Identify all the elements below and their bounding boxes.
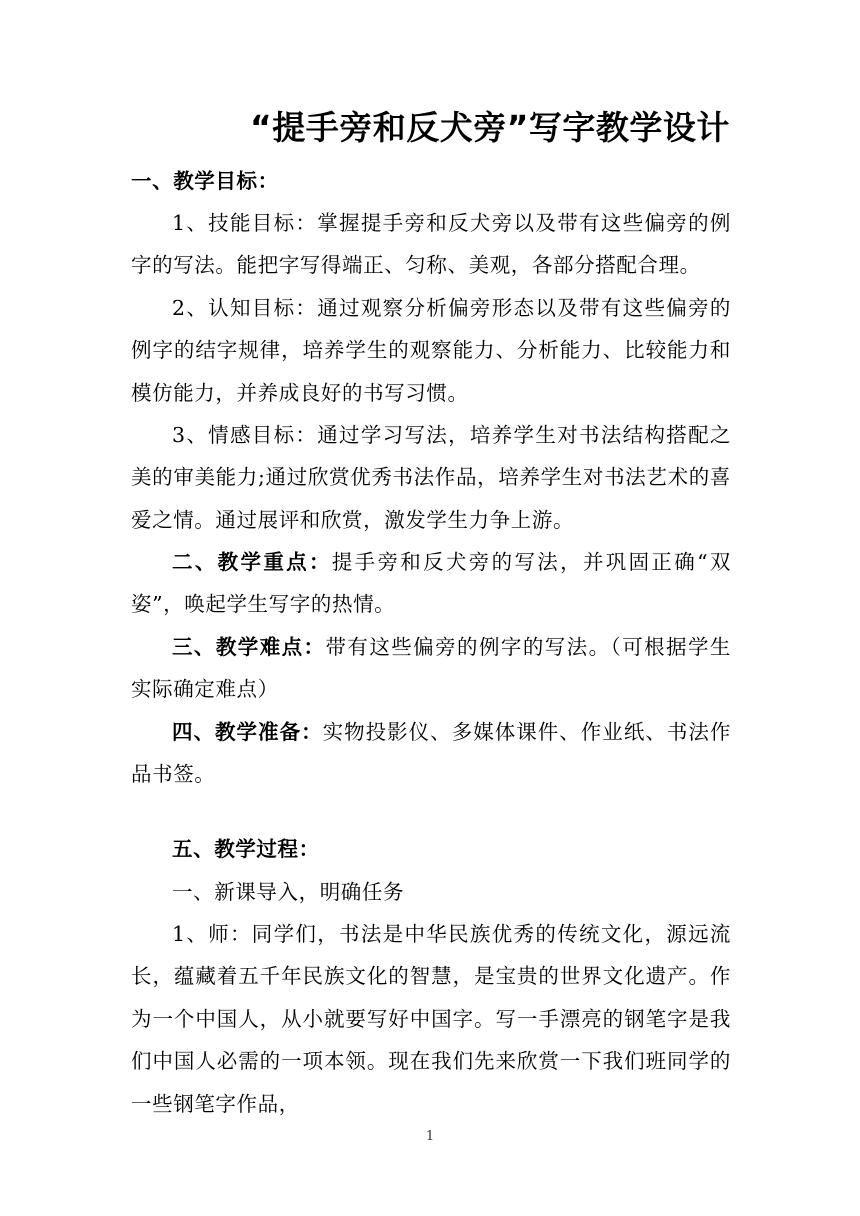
paragraph-process-step-1: 1、师：同学们，书法是中华民族优秀的传统文化，源远流长，蕴藏着五千年民族文化的智慧，是宝贵的世界文化遗产。作为一个中国人，从小就要写好中国字。写一手漂亮的钢笔字是我们中国人必需的一项本领。现在我们先来欣赏一下我们班同学的一些钢笔字作品， bbox=[131, 922, 731, 1116]
paragraph-key-points bbox=[131, 541, 731, 626]
preparation-label: 四、教学准备： bbox=[172, 720, 323, 744]
paragraph-goal-2: 2、认知目标：通过观察分析偏旁形态以及带有这些偏旁的例字的结字规律，培养学生的观察能力、分析能力、比较能力和模仿能力，并养成良好的书写习惯。 bbox=[131, 296, 731, 405]
paragraph-difficulty bbox=[131, 626, 731, 711]
document-title: “提手旁和反犬旁”写字教学设计 bbox=[250, 108, 730, 147]
preparation-text: 实物投影仪、多媒体课件、作业纸、书法作品书签。 bbox=[131, 720, 731, 787]
process-step-1-heading: 一、新课导入，明确任务 bbox=[172, 880, 405, 904]
key-points-label: 二、教学重点： bbox=[172, 550, 332, 574]
paragraph-goal-1: 1、技能目标：掌握提手旁和反犬旁以及带有这些偏旁的例字的写法。能把字写得端正、匀称、美观，各部分搭配合理。 bbox=[131, 211, 731, 278]
page-number: 1 bbox=[425, 1129, 435, 1144]
paragraph-goal-3: 3、情感目标：通过学习写法，培养学生对书法结构搭配之美的审美能力;通过欣赏优秀书法作品，培养学生对书法艺术的喜爱之情。通过展评和欣赏，激发学生力争上游。 bbox=[131, 423, 731, 532]
paragraph-preparation bbox=[131, 711, 731, 796]
key-points-text: 提手旁和反犬旁的写法，并巩固正确“双姿”，唤起学生写字的热情。 bbox=[131, 550, 731, 617]
section-heading-goals: 一、教学目标： bbox=[131, 169, 279, 193]
difficulty-text: 带有这些偏旁的例字的写法。（可根据学生实际确定难点） bbox=[131, 635, 731, 702]
section-heading-process: 五、教学过程： bbox=[172, 837, 320, 861]
difficulty-label: 三、教学难点： bbox=[172, 635, 326, 659]
